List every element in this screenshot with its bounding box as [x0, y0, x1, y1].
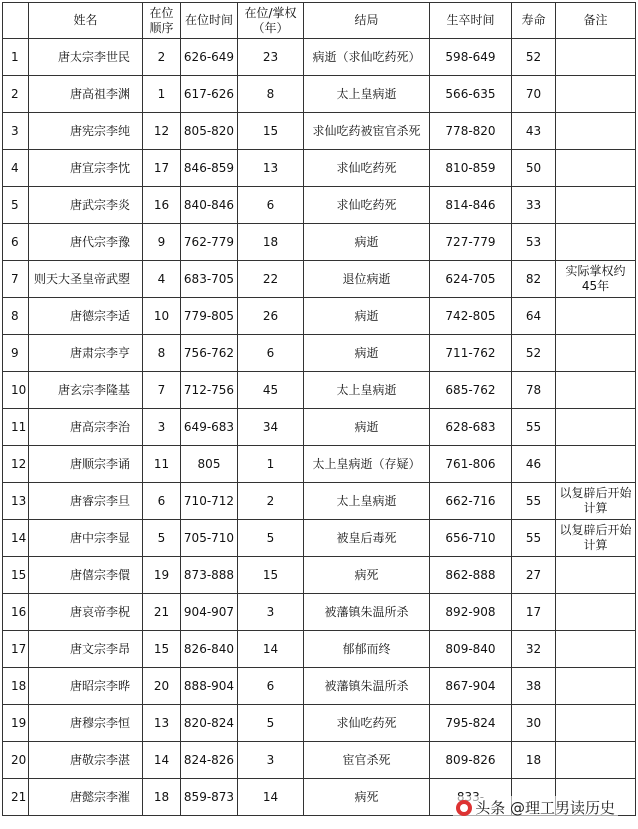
reign-period: 805-820 [181, 113, 238, 150]
note [556, 557, 636, 594]
age: 64 [512, 298, 556, 335]
row-index: 6 [3, 224, 29, 261]
header-index [3, 3, 29, 39]
header-order: 在位 顺序 [143, 3, 181, 39]
row-index: 21 [3, 779, 29, 816]
reign-period: 873-888 [181, 557, 238, 594]
reign-years: 5 [238, 705, 304, 742]
reign-years: 1 [238, 446, 304, 483]
table-row [3, 224, 636, 261]
note [556, 187, 636, 224]
reign-order: 12 [143, 113, 181, 150]
reign-years: 8 [238, 76, 304, 113]
outcome: 求仙吃药死 [304, 187, 430, 224]
header-outcome: 结局 [304, 3, 430, 39]
lifespan-dates: 628-683 [430, 409, 512, 446]
emperor-name: 唐宪宗李纯 [29, 113, 143, 150]
reign-period: 617-626 [181, 76, 238, 113]
reign-order: 5 [143, 520, 181, 557]
note [556, 742, 636, 779]
lifespan-dates: 566-635 [430, 76, 512, 113]
reign-years: 26 [238, 298, 304, 335]
note: 以复辟后开始计算 [556, 483, 636, 520]
outcome: 被藩镇朱温所杀 [304, 594, 430, 631]
lifespan-dates: 711-762 [430, 335, 512, 372]
reign-years: 6 [238, 187, 304, 224]
reign-period: 824-826 [181, 742, 238, 779]
age: 32 [512, 631, 556, 668]
lifespan-dates: 727-779 [430, 224, 512, 261]
reign-order: 9 [143, 224, 181, 261]
reign-order: 16 [143, 187, 181, 224]
reign-order: 7 [143, 372, 181, 409]
reign-years: 14 [238, 779, 304, 816]
reign-years: 45 [238, 372, 304, 409]
lifespan-dates: 598-649 [430, 39, 512, 76]
lifespan-dates: 867-904 [430, 668, 512, 705]
emperor-name: 唐玄宗李隆基 [29, 372, 143, 409]
row-index: 14 [3, 520, 29, 557]
reign-period: 826-840 [181, 631, 238, 668]
age: 30 [512, 705, 556, 742]
age: 55 [512, 483, 556, 520]
header-row [3, 3, 636, 39]
emperor-name: 则天大圣皇帝武曌 [29, 261, 143, 298]
age: 52 [512, 39, 556, 76]
age: 38 [512, 668, 556, 705]
emperor-name: 唐穆宗李恒 [29, 705, 143, 742]
emperor-name: 唐懿宗李漼 [29, 779, 143, 816]
header-reign-years: 在位/掌权 （年） [238, 3, 304, 39]
outcome: 太上皇病逝 [304, 483, 430, 520]
note: 以复辟后开始计算 [556, 520, 636, 557]
age: 55 [512, 409, 556, 446]
row-index: 4 [3, 150, 29, 187]
reign-order: 4 [143, 261, 181, 298]
emperor-name: 唐宣宗李忱 [29, 150, 143, 187]
reign-order: 21 [143, 594, 181, 631]
reign-period: 649-683 [181, 409, 238, 446]
emperor-name: 唐肃宗李亨 [29, 335, 143, 372]
emperor-name: 唐太宗李世民 [29, 39, 143, 76]
note [556, 150, 636, 187]
table-row [3, 150, 636, 187]
table-row [3, 742, 636, 779]
table-row [3, 705, 636, 742]
reign-years: 5 [238, 520, 304, 557]
outcome: 被皇后毒死 [304, 520, 430, 557]
toutiao-logo-icon [456, 800, 472, 816]
outcome: 病逝 [304, 224, 430, 261]
table-body [3, 39, 636, 816]
reign-period: 859-873 [181, 779, 238, 816]
table-row [3, 113, 636, 150]
outcome: 求仙吃药死 [304, 150, 430, 187]
row-index: 2 [3, 76, 29, 113]
emperor-name: 唐高祖李渊 [29, 76, 143, 113]
lifespan-dates: 761-806 [430, 446, 512, 483]
outcome: 病死 [304, 779, 430, 816]
emperor-name: 唐高宗李治 [29, 409, 143, 446]
header-age: 寿命 [512, 3, 556, 39]
reign-period: 683-705 [181, 261, 238, 298]
reign-years: 6 [238, 668, 304, 705]
emperor-name: 唐昭宗李晔 [29, 668, 143, 705]
lifespan-dates: 662-716 [430, 483, 512, 520]
reign-period: 626-649 [181, 39, 238, 76]
age: 53 [512, 224, 556, 261]
age: 52 [512, 335, 556, 372]
reign-years: 15 [238, 557, 304, 594]
note [556, 409, 636, 446]
note [556, 668, 636, 705]
note [556, 631, 636, 668]
outcome: 病逝 [304, 298, 430, 335]
row-index: 11 [3, 409, 29, 446]
age: 78 [512, 372, 556, 409]
table-row [3, 520, 636, 557]
emperor-name: 唐僖宗李儇 [29, 557, 143, 594]
reign-order: 3 [143, 409, 181, 446]
table-row [3, 76, 636, 113]
lifespan-dates: 814-846 [430, 187, 512, 224]
outcome: 被藩镇朱温所杀 [304, 668, 430, 705]
row-index: 1 [3, 39, 29, 76]
reign-period: 762-779 [181, 224, 238, 261]
age: 18 [512, 742, 556, 779]
row-index: 18 [3, 668, 29, 705]
note [556, 76, 636, 113]
row-index: 17 [3, 631, 29, 668]
reign-order: 6 [143, 483, 181, 520]
note [556, 594, 636, 631]
lifespan-dates: 624-705 [430, 261, 512, 298]
outcome: 太上皇病逝 [304, 76, 430, 113]
reign-order: 20 [143, 668, 181, 705]
reign-order: 1 [143, 76, 181, 113]
emperor-name: 唐武宗李炎 [29, 187, 143, 224]
row-index: 13 [3, 483, 29, 520]
lifespan-dates: 862-888 [430, 557, 512, 594]
watermark [453, 796, 618, 819]
age: 70 [512, 76, 556, 113]
reign-years: 34 [238, 409, 304, 446]
reign-years: 3 [238, 594, 304, 631]
age: 43 [512, 113, 556, 150]
note [556, 298, 636, 335]
emperor-name: 唐哀帝李柷 [29, 594, 143, 631]
table-row [3, 335, 636, 372]
row-index: 19 [3, 705, 29, 742]
reign-years: 22 [238, 261, 304, 298]
row-index: 8 [3, 298, 29, 335]
table-row [3, 594, 636, 631]
outcome: 求仙吃药死 [304, 705, 430, 742]
table-row [3, 372, 636, 409]
row-index: 9 [3, 335, 29, 372]
age: 46 [512, 446, 556, 483]
reign-period: 846-859 [181, 150, 238, 187]
reign-order: 10 [143, 298, 181, 335]
emperor-name: 唐中宗李显 [29, 520, 143, 557]
reign-years: 6 [238, 335, 304, 372]
lifespan-dates: 809-826 [430, 742, 512, 779]
row-index: 15 [3, 557, 29, 594]
emperor-name: 唐睿宗李旦 [29, 483, 143, 520]
outcome: 求仙吃药被宦官杀死 [304, 113, 430, 150]
note [556, 372, 636, 409]
lifespan-dates: 778-820 [430, 113, 512, 150]
emperors-table [2, 2, 636, 816]
reign-years: 2 [238, 483, 304, 520]
age: 50 [512, 150, 556, 187]
outcome: 病逝（求仙吃药死） [304, 39, 430, 76]
outcome: 太上皇病逝 [304, 372, 430, 409]
reign-period: 820-824 [181, 705, 238, 742]
watermark-text: 头条 @理工男读历史 [475, 799, 615, 817]
row-index: 16 [3, 594, 29, 631]
header-name: 姓名 [29, 3, 143, 39]
note [556, 335, 636, 372]
reign-years: 3 [238, 742, 304, 779]
row-index: 3 [3, 113, 29, 150]
outcome: 退位病逝 [304, 261, 430, 298]
table-row [3, 298, 636, 335]
reign-years: 18 [238, 224, 304, 261]
table-row [3, 483, 636, 520]
outcome: 宦官杀死 [304, 742, 430, 779]
lifespan-dates: 892-908 [430, 594, 512, 631]
table-row [3, 446, 636, 483]
reign-order: 14 [143, 742, 181, 779]
note [556, 113, 636, 150]
lifespan-dates: 685-762 [430, 372, 512, 409]
row-index: 12 [3, 446, 29, 483]
reign-order: 19 [143, 557, 181, 594]
note [556, 705, 636, 742]
reign-period: 904-907 [181, 594, 238, 631]
note [556, 446, 636, 483]
table-row [3, 631, 636, 668]
table-row [3, 557, 636, 594]
reign-years: 15 [238, 113, 304, 150]
outcome: 太上皇病逝（存疑） [304, 446, 430, 483]
reign-period: 805 [181, 446, 238, 483]
note [556, 224, 636, 261]
lifespan-dates: 795-824 [430, 705, 512, 742]
note: 实际掌权约45年 [556, 261, 636, 298]
table-row [3, 668, 636, 705]
reign-order: 17 [143, 150, 181, 187]
reign-order: 11 [143, 446, 181, 483]
outcome: 郁郁而终 [304, 631, 430, 668]
lifespan-dates: 656-710 [430, 520, 512, 557]
reign-years: 14 [238, 631, 304, 668]
table-row [3, 261, 636, 298]
reign-period: 888-904 [181, 668, 238, 705]
header-reign-period: 在位时间 [181, 3, 238, 39]
outcome: 病逝 [304, 335, 430, 372]
reign-order: 8 [143, 335, 181, 372]
reign-period: 779-805 [181, 298, 238, 335]
reign-period: 710-712 [181, 483, 238, 520]
reign-order: 18 [143, 779, 181, 816]
reign-period: 705-710 [181, 520, 238, 557]
emperor-name: 唐文宗李昂 [29, 631, 143, 668]
emperor-name: 唐顺宗李诵 [29, 446, 143, 483]
lifespan-dates: 810-859 [430, 150, 512, 187]
reign-order: 15 [143, 631, 181, 668]
header-lifespan-dates: 生卒时间 [430, 3, 512, 39]
reign-period: 840-846 [181, 187, 238, 224]
row-index: 7 [3, 261, 29, 298]
table-row [3, 39, 636, 76]
outcome: 病死 [304, 557, 430, 594]
lifespan-dates: 809-840 [430, 631, 512, 668]
outcome: 病逝 [304, 409, 430, 446]
row-index: 20 [3, 742, 29, 779]
emperor-name: 唐德宗李适 [29, 298, 143, 335]
age: 82 [512, 261, 556, 298]
reign-years: 13 [238, 150, 304, 187]
emperor-name: 唐代宗李豫 [29, 224, 143, 261]
reign-period: 756-762 [181, 335, 238, 372]
age: 27 [512, 557, 556, 594]
age: 55 [512, 520, 556, 557]
emperor-name: 唐敬宗李湛 [29, 742, 143, 779]
reign-period: 712-756 [181, 372, 238, 409]
note [556, 39, 636, 76]
reign-years: 23 [238, 39, 304, 76]
table-row [3, 187, 636, 224]
lifespan-dates: 742-805 [430, 298, 512, 335]
header-notes: 备注 [556, 3, 636, 39]
row-index: 10 [3, 372, 29, 409]
age: 33 [512, 187, 556, 224]
row-index: 5 [3, 187, 29, 224]
table-row [3, 409, 636, 446]
reign-order: 13 [143, 705, 181, 742]
age: 17 [512, 594, 556, 631]
reign-order: 2 [143, 39, 181, 76]
